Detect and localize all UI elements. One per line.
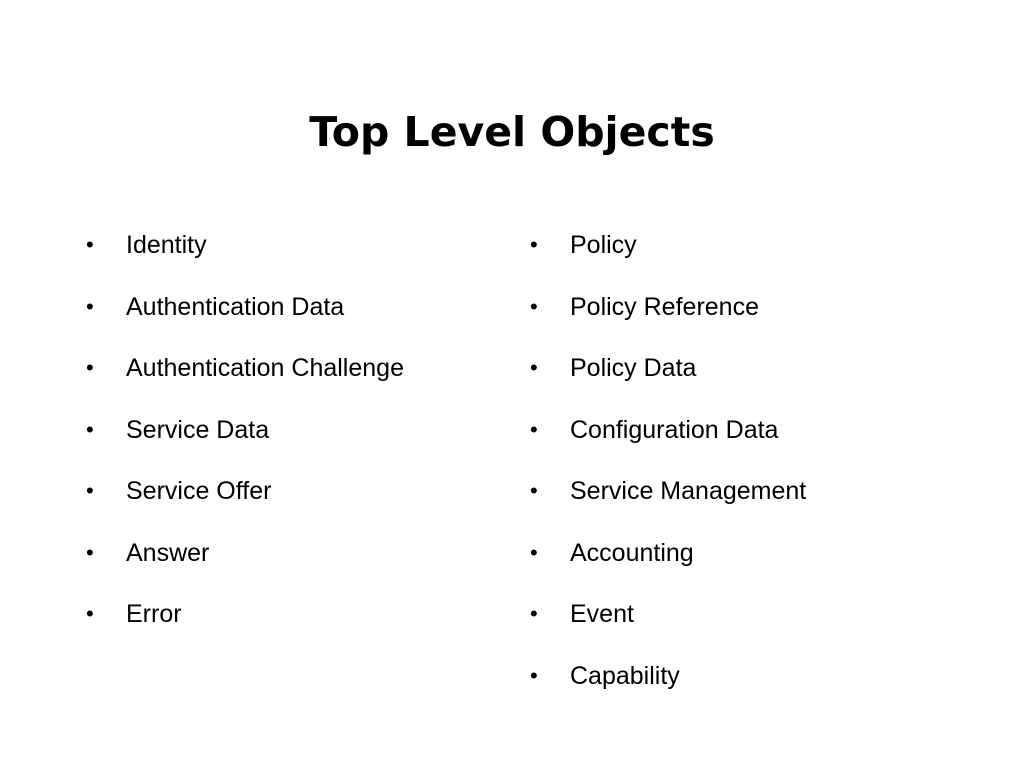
list-item-label: Service Management bbox=[570, 477, 807, 505]
list-item bbox=[84, 411, 504, 449]
list-item bbox=[528, 534, 968, 572]
bullet-icon: • bbox=[86, 539, 94, 565]
bullet-icon: • bbox=[86, 355, 94, 380]
list-item-label: Policy Reference bbox=[570, 292, 759, 321]
list-item bbox=[528, 349, 968, 387]
list-item bbox=[528, 288, 968, 326]
list-item-label: Answer bbox=[126, 538, 210, 567]
list-item bbox=[84, 288, 504, 326]
list-item bbox=[528, 657, 968, 695]
bullet-icon: • bbox=[530, 232, 538, 257]
list-item bbox=[528, 595, 968, 633]
list-item-label: Policy bbox=[570, 231, 637, 259]
right-bullet-list bbox=[528, 226, 968, 718]
list-item bbox=[528, 472, 968, 510]
list-item-label: Accounting bbox=[570, 538, 694, 567]
left-bullet-list bbox=[84, 226, 504, 657]
list-item-label: Authentication Data bbox=[126, 292, 345, 321]
list-item bbox=[84, 595, 504, 633]
list-item-label: Error bbox=[126, 600, 182, 628]
list-item-label: Configuration Data bbox=[570, 415, 779, 444]
bullet-icon: • bbox=[530, 416, 538, 442]
bullet-icon: • bbox=[86, 601, 94, 626]
list-item-label: Service Data bbox=[126, 415, 270, 444]
list-item-label: Service Offer bbox=[126, 477, 272, 505]
bullet-icon: • bbox=[86, 416, 94, 442]
slide-title: Top Level Objects bbox=[309, 108, 715, 156]
list-item-label: Capability bbox=[570, 661, 680, 690]
list-item bbox=[84, 472, 504, 510]
bullet-icon: • bbox=[530, 293, 538, 319]
bullet-icon: • bbox=[86, 293, 94, 319]
bullet-icon: • bbox=[86, 478, 94, 503]
bullet-icon: • bbox=[530, 539, 538, 565]
list-item bbox=[528, 226, 968, 264]
list-item-label: Identity bbox=[126, 231, 207, 259]
bullet-icon: • bbox=[530, 478, 538, 503]
list-item-label: Event bbox=[570, 600, 634, 628]
bullet-icon: • bbox=[530, 662, 538, 688]
list-item bbox=[528, 411, 968, 449]
list-item bbox=[84, 534, 504, 572]
list-item bbox=[84, 226, 504, 264]
bullet-icon: • bbox=[530, 355, 538, 380]
bullet-icon: • bbox=[86, 232, 94, 257]
list-item-label: Policy Data bbox=[570, 354, 697, 382]
list-item-label: Authentication Challenge bbox=[126, 354, 404, 382]
list-item bbox=[84, 349, 504, 387]
bullet-icon: • bbox=[530, 601, 538, 626]
